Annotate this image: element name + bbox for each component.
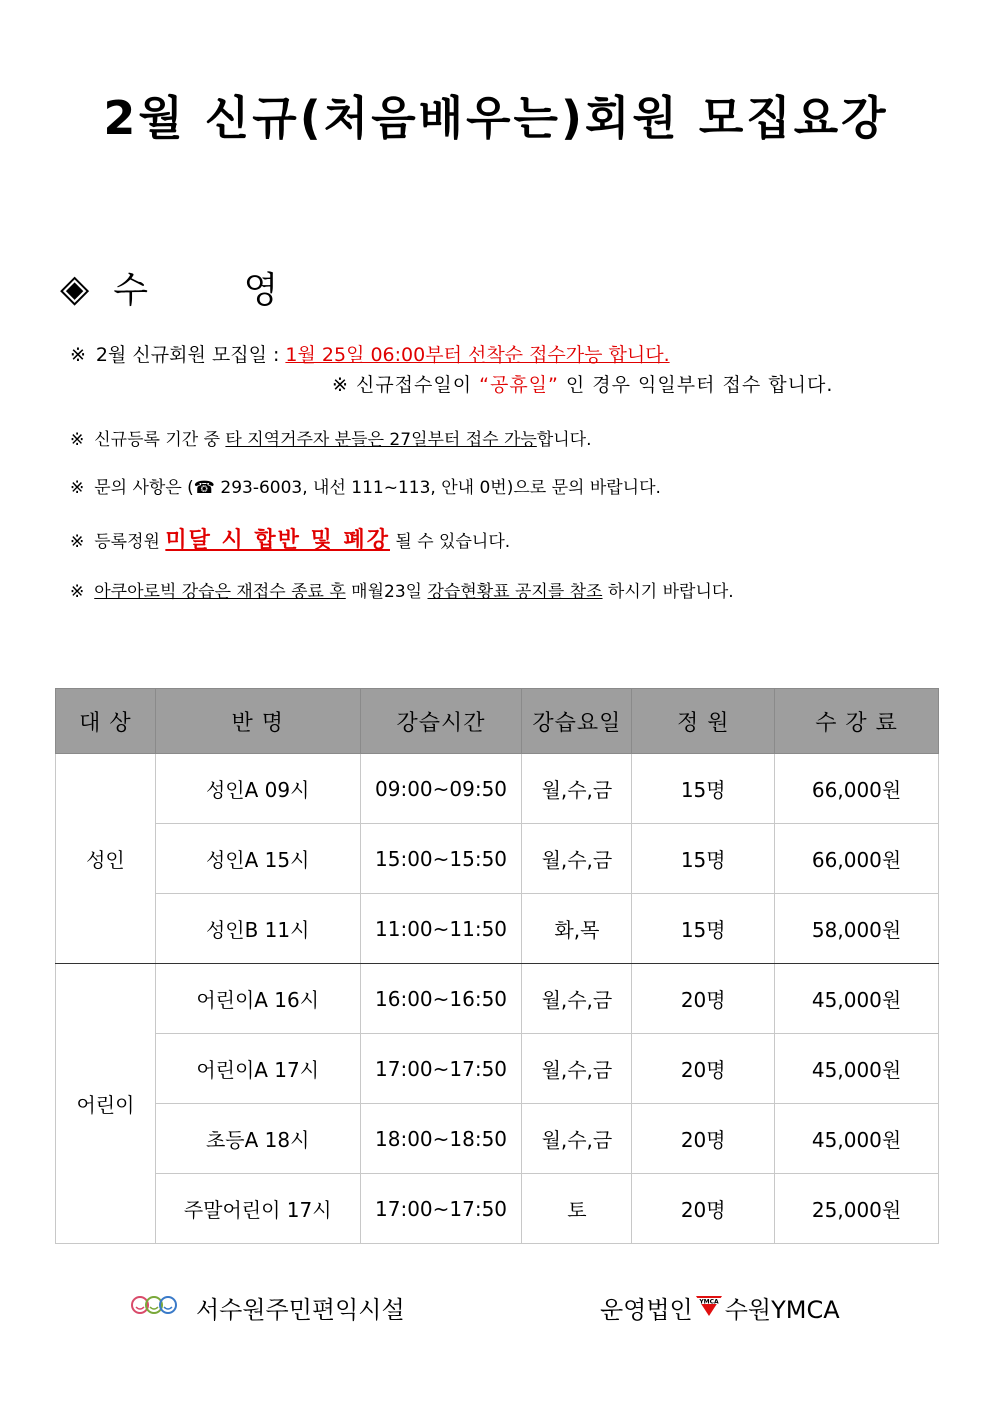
ymca-logo-icon [695, 1293, 723, 1323]
section-label: 수 영 [113, 270, 321, 311]
note-other-region: ※ 신규등록 기간 중 타 지역거주자 분들은 27일부터 접수 가능합니다. [70, 430, 592, 450]
table-row: 성인A 15시 15:00~15:50 월,수,금 15명 66,000원 [56, 824, 939, 894]
header-days: 강습요일 [522, 689, 632, 754]
page-title: 2월 신규(처음배우는)회원 모집요강 [103, 91, 889, 145]
header-fee: 수 강 료 [775, 689, 939, 754]
header-target: 대 상 [56, 689, 156, 754]
group-child: 어린이 [56, 964, 156, 1244]
facility-logo-icon [130, 1292, 178, 1324]
table-row: 성인B 11시 11:00~11:50 화,목 15명 58,000원 [56, 894, 939, 964]
group-adult: 성인 [56, 754, 156, 964]
footer-facility [130, 1290, 405, 1325]
section-heading [60, 262, 320, 313]
header-class: 반 명 [155, 689, 360, 754]
table-row: 초등A 18시 18:00~18:50 월,수,금 20명 45,000원 [56, 1104, 939, 1174]
note-aquarobic: ※ 아쿠아로빅 강습은 재접수 종료 후 매월23일 강습현황표 공지를 참조 하시기 바랍니다. [70, 582, 734, 602]
note-holiday: ※ 신규접수일이 “공휴일” 인 경우 익일부터 접수 합니다. [332, 374, 834, 396]
diamond-icon: ◈ [60, 265, 90, 310]
operator-label: 운영법인 [600, 1296, 693, 1324]
table-header-row [56, 689, 939, 754]
operator-name: 수원YMCA [724, 1296, 840, 1324]
note-cancellation: ※ 등록정원 미달 시 합반 및 폐강 될 수 있습니다. [70, 528, 511, 553]
svg-text:YMCA: YMCA [699, 1298, 719, 1305]
note-inquiry: ※ 문의 사항은 (☎ 293-6003, 내선 111~113, 안내 0번)으로 문의 바랍니다. [70, 478, 661, 498]
facility-name: 서수원주민편익시설 [196, 1296, 405, 1324]
table-row: 어린이 어린이A 16시 16:00~16:50 월,수,금 20명 45,000원 [56, 964, 939, 1034]
footer-operator [600, 1290, 840, 1325]
table-row: 주말어린이 17시 17:00~17:50 토 20명 25,000원 [56, 1174, 939, 1244]
schedule-table [55, 688, 939, 1244]
table-row: 성인 성인A 09시 09:00~09:50 월,수,금 15명 66,000원 [56, 754, 939, 824]
note-recruit-date: ※ 2월 신규회원 모집일 : 1월 25일 06:00부터 선착순 접수가능 합니다. [70, 344, 670, 366]
header-capacity: 정 원 [632, 689, 775, 754]
header-time: 강습시간 [360, 689, 522, 754]
table-row: 어린이A 17시 17:00~17:50 월,수,금 20명 45,000원 [56, 1034, 939, 1104]
